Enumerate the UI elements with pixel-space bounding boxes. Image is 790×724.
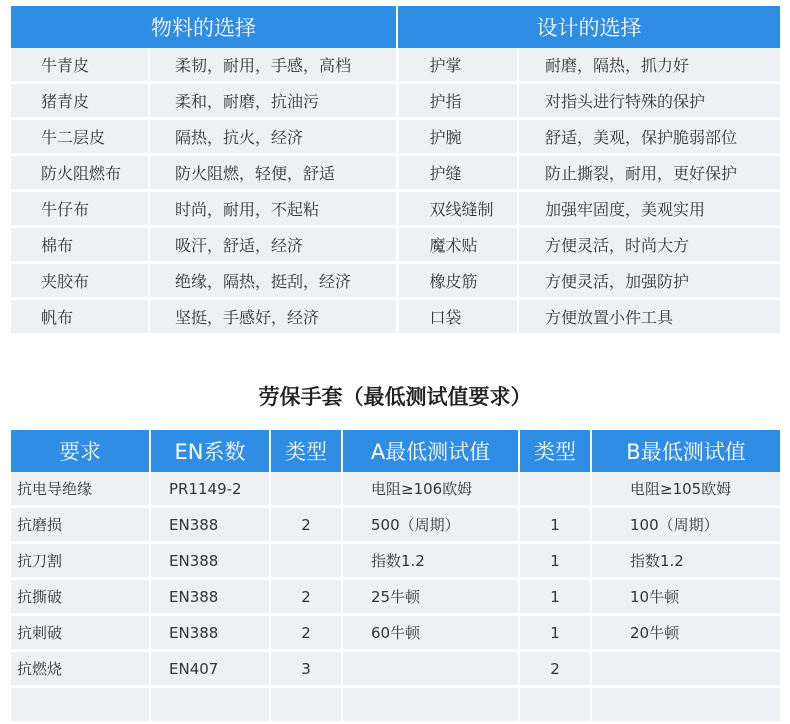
design-description: 防止撕裂，耐用，更好保护 — [518, 155, 780, 191]
requirements-row — [11, 615, 780, 651]
en-standard-cell: EN388 — [150, 615, 270, 651]
type-a-cell — [270, 687, 342, 723]
type-a-cell — [270, 472, 342, 507]
en-standard-cell — [150, 687, 270, 723]
requirements-header-row — [11, 430, 780, 472]
material-description: 吸汗，舒适，经济 — [149, 227, 397, 263]
requirements-table — [11, 430, 780, 724]
requirements-row — [11, 579, 780, 615]
min-b-cell: 10牛顿 — [591, 579, 780, 615]
design-header: 设计的选择 — [397, 6, 780, 48]
material-description: 绝缘，隔热，挺刮，经济 — [149, 263, 397, 299]
type-a-cell — [270, 543, 342, 579]
design-name: 橡皮筋 — [397, 263, 518, 299]
materials-design-row — [11, 119, 780, 155]
design-name: 护腕 — [397, 119, 518, 155]
material-name: 帆布 — [11, 299, 149, 335]
min-a-cell: 500（周期） — [342, 507, 519, 543]
min-a-cell: 电阻≥106欧姆 — [342, 472, 519, 507]
design-name: 口袋 — [397, 299, 518, 335]
material-description: 柔韧，耐用，手感，高档 — [149, 48, 397, 83]
design-description: 方便灵活，时尚大方 — [518, 227, 780, 263]
materials-design-row — [11, 299, 780, 335]
design-description: 加强牢固度，美观实用 — [518, 191, 780, 227]
en-standard-cell: EN388 — [150, 507, 270, 543]
material-name: 牛青皮 — [11, 48, 149, 83]
design-name: 护掌 — [397, 48, 518, 83]
requirements-row — [11, 687, 780, 723]
material-name: 夹胶布 — [11, 263, 149, 299]
design-description: 方便放置小件工具 — [518, 299, 780, 335]
design-description: 对指头进行特殊的保护 — [518, 83, 780, 119]
materials-header: 物料的选择 — [11, 6, 397, 48]
min-a-cell — [342, 651, 519, 687]
min-a-cell: 60牛顿 — [342, 615, 519, 651]
design-description: 耐磨，隔热，抓力好 — [518, 48, 780, 83]
materials-design-row — [11, 83, 780, 119]
material-name: 牛仔布 — [11, 191, 149, 227]
header-requirement: 要求 — [11, 430, 150, 472]
requirements-row — [11, 651, 780, 687]
type-b-cell: 1 — [519, 579, 591, 615]
type-b-cell — [519, 687, 591, 723]
design-description: 舒适，美观，保护脆弱部位 — [518, 119, 780, 155]
min-b-cell — [591, 651, 780, 687]
min-b-cell: 指数1.2 — [591, 543, 780, 579]
type-a-cell: 2 — [270, 579, 342, 615]
requirement-cell: 抗刺破 — [11, 615, 150, 651]
material-description: 坚挺，手感好，经济 — [149, 299, 397, 335]
requirement-cell: 抗撕破 — [11, 579, 150, 615]
type-b-cell: 1 — [519, 543, 591, 579]
material-name: 牛二层皮 — [11, 119, 149, 155]
type-b-cell: 2 — [519, 651, 591, 687]
design-name: 双线缝制 — [397, 191, 518, 227]
type-a-cell: 3 — [270, 651, 342, 687]
materials-design-header-row — [11, 6, 780, 48]
en-standard-cell: PR1149-2 — [150, 472, 270, 507]
header-min-b: B最低测试值 — [591, 430, 780, 472]
min-a-cell — [342, 687, 519, 723]
type-a-cell: 2 — [270, 615, 342, 651]
material-name: 猪青皮 — [11, 83, 149, 119]
type-b-cell: 1 — [519, 507, 591, 543]
header-type-a: 类型 — [270, 430, 342, 472]
materials-design-row — [11, 155, 780, 191]
requirement-cell — [11, 687, 150, 723]
materials-design-row — [11, 263, 780, 299]
section-title: 劳保手套（最低测试值要求） — [258, 385, 532, 409]
design-name: 护缝 — [397, 155, 518, 191]
materials-design-row — [11, 191, 780, 227]
min-a-cell: 25牛顿 — [342, 579, 519, 615]
requirement-cell: 抗刀割 — [11, 543, 150, 579]
materials-design-body — [11, 48, 780, 335]
requirements-row — [11, 472, 780, 507]
design-name: 魔术贴 — [397, 227, 518, 263]
min-b-cell: 电阻≥105欧姆 — [591, 472, 780, 507]
requirements-row — [11, 507, 780, 543]
header-type-b: 类型 — [519, 430, 591, 472]
requirement-cell: 抗电导绝缘 — [11, 472, 150, 507]
requirement-cell: 抗燃烧 — [11, 651, 150, 687]
materials-design-row — [11, 48, 780, 83]
requirements-body — [11, 472, 780, 723]
type-a-cell: 2 — [270, 507, 342, 543]
min-b-cell: 20牛顿 — [591, 615, 780, 651]
min-a-cell: 指数1.2 — [342, 543, 519, 579]
requirements-row — [11, 543, 780, 579]
requirement-cell: 抗磨损 — [11, 507, 150, 543]
header-min-a: A最低测试值 — [342, 430, 519, 472]
min-b-cell — [591, 687, 780, 723]
header-en: EN系数 — [150, 430, 270, 472]
material-description: 时尚，耐用，不起粘 — [149, 191, 397, 227]
type-b-cell — [519, 472, 591, 507]
material-name: 棉布 — [11, 227, 149, 263]
type-b-cell: 1 — [519, 615, 591, 651]
materials-design-table — [11, 6, 780, 336]
material-description: 柔和，耐磨，抗油污 — [149, 83, 397, 119]
min-b-cell: 100（周期） — [591, 507, 780, 543]
design-name: 护指 — [397, 83, 518, 119]
en-standard-cell: EN388 — [150, 543, 270, 579]
en-standard-cell: EN388 — [150, 579, 270, 615]
design-description: 方便灵活，加强防护 — [518, 263, 780, 299]
material-description: 防火阻燃，轻便，舒适 — [149, 155, 397, 191]
materials-design-row — [11, 227, 780, 263]
material-name: 防火阻燃布 — [11, 155, 149, 191]
material-description: 隔热，抗火，经济 — [149, 119, 397, 155]
en-standard-cell: EN407 — [150, 651, 270, 687]
